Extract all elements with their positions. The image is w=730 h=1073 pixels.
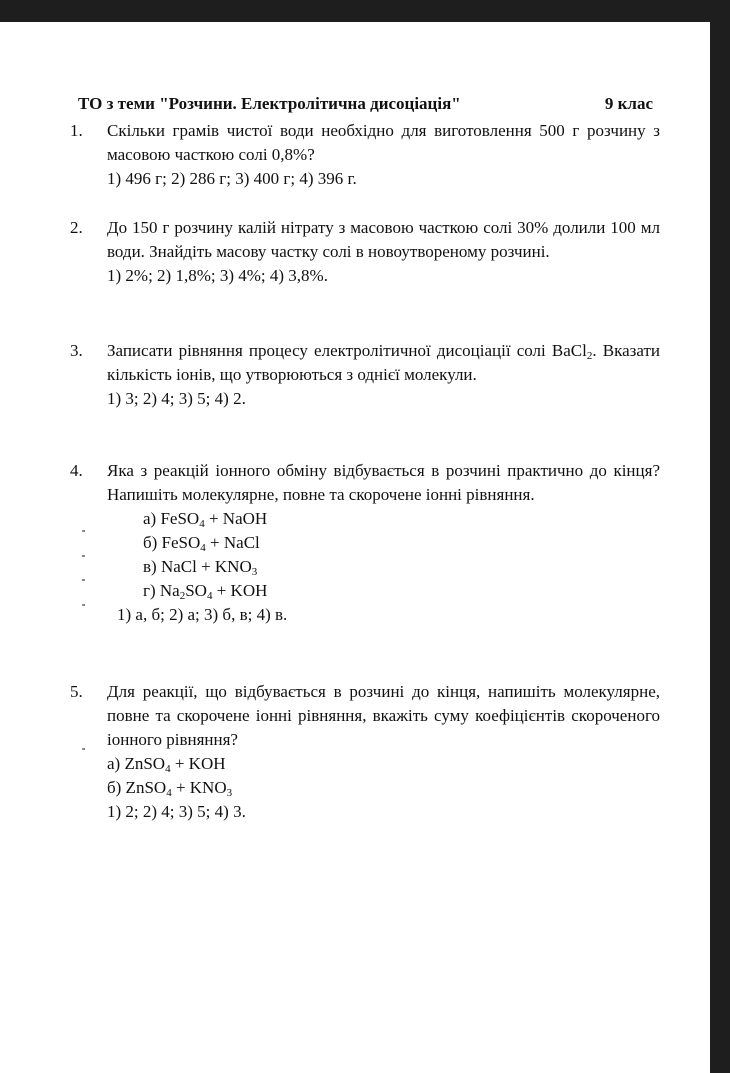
reaction-option-b: б) FeSO$_4$ + NaCl xyxy=(143,533,260,554)
reaction-option-a: а) ZnSO$_4$ + KOH xyxy=(107,754,226,775)
question-number: 4. xyxy=(70,461,83,480)
question-text: До 150 г розчину калій нітрату з масовою часткою солі 30% долили 100 мл води. Знайдіть масову частку солі в новоутвореному розчині. xyxy=(107,218,660,261)
grade-label: 9 клас xyxy=(604,94,653,113)
reaction-option-a: а) FeSO$_4$ + NaOH xyxy=(143,509,268,530)
answer-options: 1) 2; 2) 4; 3) 5; 4) 3. xyxy=(107,802,246,821)
answer-options: 1) 2%; 2) 1,8%; 3) 4%; 4) 3,8%. xyxy=(107,266,328,285)
reaction-options xyxy=(107,507,660,603)
scan-mark xyxy=(82,555,85,557)
reaction-option-v: в) NaCl + $KNO_3$ xyxy=(143,557,258,578)
question-3 xyxy=(70,339,660,411)
question-text xyxy=(107,339,660,387)
question-2 xyxy=(70,216,660,288)
scan-mark xyxy=(82,604,85,606)
question-number: 1. xyxy=(70,121,83,140)
question-number: 3. xyxy=(70,341,83,360)
reaction-option-g: г) $Na_2SO_4$ + KOH xyxy=(143,581,268,602)
question-text: Скільки грамів чистої води необхідно для виготовлення 500 г розчину з масовою часткою солі 0,8%? xyxy=(107,121,660,164)
scan-mark xyxy=(82,579,85,581)
right-dark-bar xyxy=(710,0,730,1073)
question-1 xyxy=(70,119,660,191)
text-part: Записати рівняння процесу електролітичної дисоціації солі xyxy=(107,341,552,360)
question-text: Для реакції, що відбувається в розчині до кінця, напишіть молекулярне, повне та скорочене іонні рівняння, вкажіть суму коефіцієнтів скороченого іонного рівняння? xyxy=(107,682,660,749)
question-4 xyxy=(70,459,660,627)
page-title: ТО з теми "Розчини. Електролітична дисоціація" xyxy=(78,94,461,113)
top-dark-bar xyxy=(0,0,730,22)
formula xyxy=(552,341,592,360)
reaction-option-b: б) ZnSO$_4$ + $KNO_3$ xyxy=(107,778,233,799)
question-5 xyxy=(70,680,660,824)
question-number: 5. xyxy=(70,682,83,701)
answer-options: 1) а, б; 2) а; 3) б, в; 4) в. xyxy=(117,605,288,624)
scan-mark xyxy=(82,530,85,532)
question-number: 2. xyxy=(70,218,83,237)
answer-options: 1) 496 г; 2) 286 г; 3) 400 г; 4) 396 г. xyxy=(107,169,357,188)
page-header xyxy=(78,94,653,114)
scan-mark xyxy=(82,748,85,750)
document-page xyxy=(0,22,710,1073)
text-part: . Вказати кількість іонів, що утворюються з однієї молекули. xyxy=(107,341,661,384)
formula-main: BaCl xyxy=(551,341,587,360)
answer-options: 1) 3; 2) 4; 3) 5; 4) 2. xyxy=(107,389,246,408)
formula-subscript: 2 xyxy=(586,350,593,362)
question-text: Яка з реакцій іонного обміну відбувається в розчині практично до кінця? Напишіть молекулярне, повне та скорочене іонні рівняння. xyxy=(107,461,660,504)
